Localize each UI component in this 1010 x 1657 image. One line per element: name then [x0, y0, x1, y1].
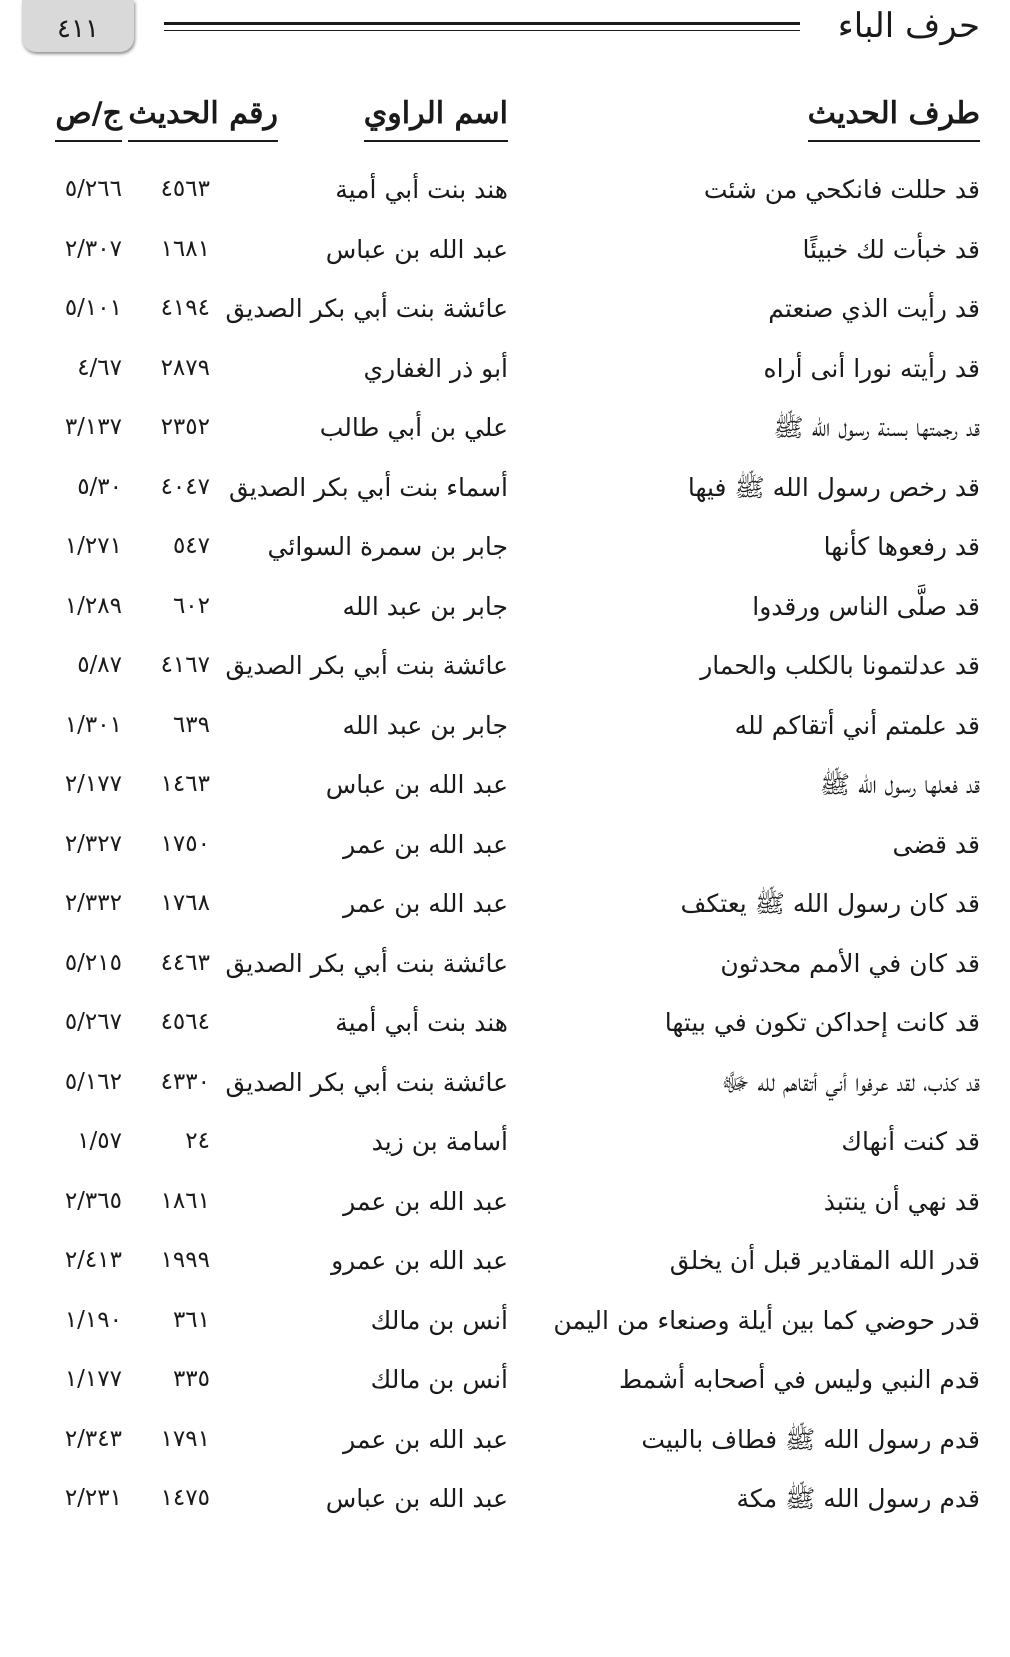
column-headers	[0, 92, 1010, 152]
column-header-ref: ج/ص	[55, 92, 122, 142]
hadith-number: ٤١٦٧	[160, 652, 210, 678]
table-row	[0, 339, 1010, 399]
hadith-number: ٤٥٦٤	[160, 1009, 210, 1035]
narrator-name: عائشة بنت أبي بكر الصديق	[225, 948, 508, 978]
hadith-text: قد خبأت لك خبيئًا	[802, 234, 980, 264]
narrator-name: علي بن أبي طالب	[319, 413, 508, 442]
table-row	[0, 220, 1010, 280]
column-header-number: رقم الحديث	[128, 92, 278, 142]
hadith-text: قد رأيته نورا أنى أراه	[763, 353, 980, 383]
table-row	[0, 1291, 1010, 1351]
narrator-name: أبو ذر الغفاري	[363, 353, 508, 383]
hadith-number: ٦٠٢	[172, 592, 210, 619]
hadith-number: ٥٤٧	[172, 533, 210, 559]
volume-page-ref: ١/٣٠١	[64, 711, 122, 738]
table-row	[0, 1469, 1010, 1529]
volume-page-ref: ٥/٢١٥	[64, 949, 122, 976]
hadith-text: قد كذب، لقد عرفوا أني أتقاهم لله ﷻ	[721, 1067, 980, 1097]
narrator-name: عبد الله بن عباس	[325, 1484, 508, 1513]
narrator-name: عائشة بنت أبي بكر الصديق	[225, 1067, 508, 1097]
table-row	[0, 696, 1010, 756]
volume-page-ref: ٥/١٦٢	[64, 1068, 122, 1095]
hadith-text: قد كان في الأمم محدثون	[720, 948, 980, 978]
narrator-name: عبد الله بن عمرو	[331, 1246, 508, 1275]
volume-page-ref: ١/١٧٧	[64, 1366, 122, 1392]
hadith-number: ١٩٩٩	[160, 1247, 210, 1273]
table-row	[0, 874, 1010, 934]
volume-page-ref: ١/٥٧	[77, 1128, 122, 1154]
narrator-name: عبد الله بن عمر	[343, 1424, 508, 1454]
volume-page-ref: ٥/٨٧	[77, 652, 122, 678]
hadith-text: قد كان رسول الله ﷺ يعتكف	[680, 889, 980, 918]
hadith-number: ٣٦١	[172, 1306, 210, 1333]
narrator-name: عائشة بنت أبي بكر الصديق	[225, 651, 508, 680]
hadith-text: قد رخص رسول الله ﷺ فيها	[687, 472, 980, 502]
hadith-number: ١٤٦٣	[160, 771, 210, 797]
table-row	[0, 160, 1010, 220]
hadith-number: ٤٤٦٣	[160, 949, 210, 976]
page-header	[0, 0, 1010, 70]
volume-page-ref: ١/٢٧١	[64, 533, 122, 559]
header-rule-thick	[164, 22, 800, 25]
hadith-text: قدم رسول الله ﷺ فطاف بالبيت	[641, 1424, 980, 1454]
hadith-number: ٢٣٥٢	[160, 414, 210, 440]
narrator-name: عبد الله بن عمر	[343, 829, 508, 859]
hadith-text: قد رأيت الذي صنعتم	[768, 294, 980, 323]
hadith-text: قد كنت أنهاك	[841, 1127, 980, 1156]
header-rule-thin	[164, 30, 800, 31]
hadith-text: قد نهي أن ينتبذ	[823, 1186, 980, 1216]
narrator-name: عبد الله بن عمر	[343, 1186, 508, 1216]
hadith-number: ١٧٥٠	[160, 830, 210, 857]
volume-page-ref: ١/٢٨٩	[64, 592, 122, 619]
table-row	[0, 1172, 1010, 1232]
volume-page-ref: ٥/٣٠	[77, 473, 122, 500]
narrator-name: عبد الله بن عباس	[325, 234, 508, 264]
hadith-number: ٢٨٧٩	[160, 354, 210, 381]
table-row	[0, 636, 1010, 696]
hadith-number: ١٧٦٨	[160, 890, 210, 916]
narrator-name: أسماء بنت أبي بكر الصديق	[228, 472, 508, 502]
narrator-name: جابر بن سمرة السوائي	[267, 532, 508, 561]
table-row	[0, 993, 1010, 1053]
table-row	[0, 398, 1010, 458]
hadith-number: ١٦٨١	[160, 235, 210, 262]
table-row	[0, 517, 1010, 577]
volume-page-ref: ٢/٣٣٢	[64, 890, 122, 916]
hadith-number: ١٧٩١	[160, 1425, 210, 1452]
hadith-text: قد رجمتها بسنة رسول الله ﷺ	[773, 413, 980, 442]
hadith-text: قد حللت فانكحي من شئت	[703, 175, 980, 204]
hadith-text: قد كانت إحداكن تكون في بيتها	[664, 1008, 980, 1037]
chapter-title: حرف الباء	[837, 6, 980, 46]
table-row	[0, 1231, 1010, 1291]
column-header-narrator: اسم الراوي	[364, 92, 508, 142]
table-row	[0, 1112, 1010, 1172]
hadith-index-table	[0, 160, 1010, 1529]
volume-page-ref: ٤/٦٧	[77, 354, 122, 381]
table-row	[0, 1410, 1010, 1470]
column-header-hadith: طرف الحديث	[808, 92, 980, 142]
volume-page-ref: ٢/١٧٧	[64, 771, 122, 797]
narrator-name: أسامة بن زيد	[371, 1127, 508, 1156]
narrator-name: جابر بن عبد الله	[342, 591, 508, 621]
narrator-name: أنس بن مالك	[370, 1365, 508, 1394]
narrator-name: عائشة بنت أبي بكر الصديق	[225, 294, 508, 323]
table-row	[0, 577, 1010, 637]
hadith-number: ٢٤	[185, 1128, 210, 1154]
hadith-text: قدم رسول الله ﷺ مكة	[736, 1484, 980, 1513]
narrator-name: أنس بن مالك	[370, 1305, 508, 1335]
volume-page-ref: ٥/١٠١	[64, 295, 122, 321]
hadith-text: قد رفعوها كأنها	[823, 532, 980, 561]
hadith-number: ٣٣٥	[172, 1366, 210, 1392]
hadith-number: ٦٣٩	[172, 711, 210, 738]
hadith-number: ١٨٦١	[160, 1187, 210, 1214]
volume-page-ref: ٢/٣٦٥	[64, 1187, 122, 1214]
narrator-name: جابر بن عبد الله	[342, 710, 508, 740]
volume-page-ref: ١/١٩٠	[64, 1306, 122, 1333]
table-row	[0, 1350, 1010, 1410]
hadith-number: ٤٣٣٠	[160, 1068, 210, 1095]
hadith-number: ٤٠٤٧	[160, 473, 210, 500]
narrator-name: هند بنت أبي أمية	[335, 1008, 508, 1037]
table-row	[0, 755, 1010, 815]
narrator-name: هند بنت أبي أمية	[335, 175, 508, 204]
volume-page-ref: ٢/٣٢٧	[64, 830, 122, 857]
volume-page-ref: ٢/٣٤٣	[64, 1425, 122, 1452]
table-row	[0, 815, 1010, 875]
table-row	[0, 1053, 1010, 1113]
table-row	[0, 279, 1010, 339]
hadith-text: قد عدلتمونا بالكلب والحمار	[700, 651, 980, 680]
narrator-name: عبد الله بن عباس	[325, 770, 508, 799]
hadith-number: ١٤٧٥	[160, 1485, 210, 1511]
hadith-text: قدر الله المقادير قبل أن يخلق	[669, 1246, 980, 1275]
volume-page-ref: ٢/٢٣١	[64, 1485, 122, 1511]
hadith-text: قد قضى	[892, 829, 980, 859]
volume-page-ref: ٣/١٣٧	[64, 414, 122, 440]
volume-page-ref: ٢/٤١٣	[64, 1247, 122, 1273]
hadith-number: ٤١٩٤	[160, 295, 210, 321]
volume-page-ref: ٥/٢٦٦	[64, 176, 122, 202]
hadith-text: قد فعلها رسول الله ﷺ	[819, 770, 980, 799]
page-number: ٤١١	[22, 0, 134, 52]
hadith-text: قدم النبي وليس في أصحابه أشمط	[618, 1365, 980, 1394]
hadith-text: قد صلَّى الناس ورقدوا	[752, 591, 980, 621]
hadith-text: قد علمتم أني أتقاكم لله	[734, 710, 980, 740]
volume-page-ref: ٢/٣٠٧	[64, 235, 122, 262]
volume-page-ref: ٥/٢٦٧	[64, 1009, 122, 1035]
narrator-name: عبد الله بن عمر	[343, 889, 508, 918]
table-row	[0, 458, 1010, 518]
hadith-text: قدر حوضي كما بين أيلة وصنعاء من اليمن	[553, 1305, 980, 1335]
table-row	[0, 934, 1010, 994]
hadith-number: ٤٥٦٣	[160, 176, 210, 202]
